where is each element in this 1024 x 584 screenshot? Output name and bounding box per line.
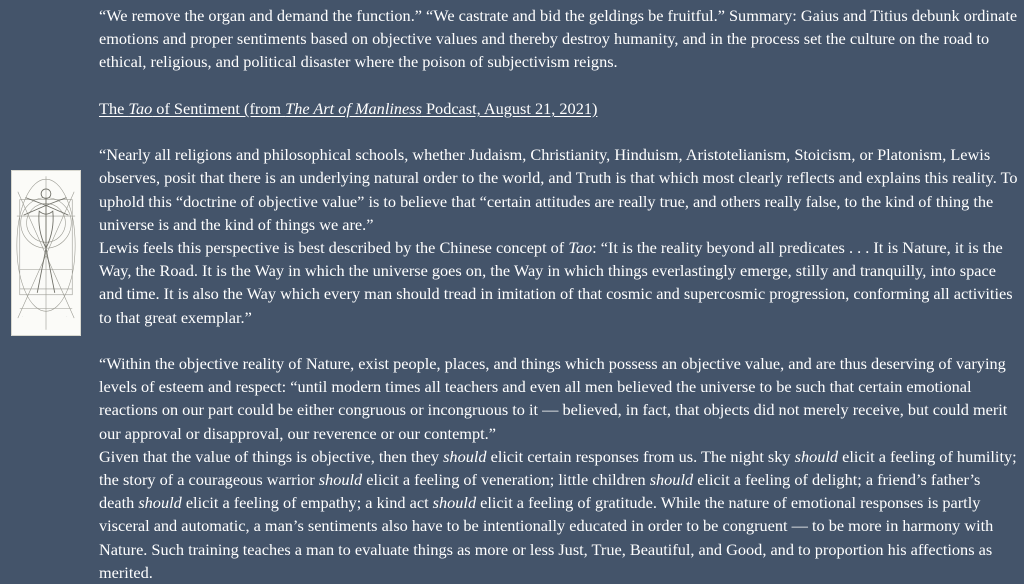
should-text-7: elicit a feeling of gratitude. While the nature of emotional responses is partly visceral and automatic, a man’s sentiments also have to be intentionally educated in order to be congruent — to be more in harmony with Nature. Such training teaches a man to evaluate things as more or less Just, True, Beautiful, and Good, and to proportion his affections as merited. bbox=[99, 493, 994, 582]
svg-text:·: · bbox=[66, 315, 68, 320]
should-emphasis-1: should bbox=[443, 446, 487, 466]
heading-part-2: of Sentiment (from bbox=[152, 98, 286, 118]
should-text-4: elicit a feeling of veneration; little children bbox=[362, 470, 650, 490]
heading-tao: Tao bbox=[128, 98, 153, 118]
heading-part-1: The bbox=[99, 98, 129, 118]
should-emphasis-5: should bbox=[138, 493, 182, 513]
slide-body bbox=[99, 4, 1019, 584]
intro-paragraph: “We remove the organ and demand the function.” “We castrate and bid the geldings be fruitful.” Summary: Gaius and Titius debunk ordinate emotions and proper sentiments based on objective values and thereby destroy humanity, and in the process set the culture on the road to ethical, religious, and political disaster where the poison of subjectivism reigns. bbox=[99, 6, 1018, 72]
should-text-6: elicit a feeling of empathy; a kind act bbox=[181, 493, 433, 513]
heading-part-3: Podcast, August 21, 2021) bbox=[421, 98, 598, 118]
should-emphasis-4: should bbox=[649, 470, 694, 490]
section-heading bbox=[99, 97, 1019, 120]
should-text-5: elicit a feeling of delight; a friend’s father’s death bbox=[99, 470, 981, 513]
quote-paragraph-2: “Within the objective reality of Nature, exist people, places, and things which possess an objective value, and are thus deserving of varying levels of esteem and respect: “until modern times all teachers and even all men believed the universe to be such that certain emotional reactions on our part could be either congruous or incongruous to it — believed, in fact, that objects did not merely receive, but could merit our approval or disapproval, our reverence or our contempt.” bbox=[99, 354, 1008, 443]
should-text-1: Given that the value of things is objective, then they bbox=[99, 446, 444, 466]
should-emphasis-2: should bbox=[794, 446, 839, 466]
svg-text:·: · bbox=[21, 315, 23, 320]
should-text-3: elicit a feeling of humility; the story of a courageous warrior bbox=[99, 446, 1017, 490]
should-text-2: elicit certain responses from us. The night sky bbox=[486, 446, 795, 466]
vitruvian-figure-image bbox=[11, 170, 81, 336]
tao-pre: Lewis feels this perspective is best described by the Chinese concept of bbox=[99, 238, 569, 257]
should-emphasis-3: should bbox=[318, 470, 363, 490]
tao-term: Tao bbox=[568, 238, 593, 257]
quote-paragraph-1: “Nearly all religions and philosophical schools, whether Judaism, Christianity, Hinduism, Aristotelianism, Stoicism, or Platonism, Lewis observes, posit that there is an underlying natural order to the world, and Truth is that which most clearly reflects and explains this reality. To uphold this “doctrine of objective value” is to believe that “certain attitudes are really true, and others really false, to the kind of thing the universe is and the kind of things we are.” bbox=[99, 145, 1018, 234]
tao-paragraph bbox=[99, 236, 1019, 329]
heading-source: The Art of Manliness bbox=[285, 98, 422, 118]
should-paragraph bbox=[99, 445, 1019, 584]
tao-post: : “It is the reality beyond all predicates . . . It is Nature, it is the Way, the Road. It is the Way in which the universe goes on, the Way in which things everlastingly emerge, stilly and tranquilly, into space and time. It is also the Way which every man should tread in imitation of that cosmic and supercosmic progression, conforming all activities to that great exemplar.” bbox=[99, 238, 1013, 327]
should-emphasis-6: should bbox=[432, 493, 477, 513]
